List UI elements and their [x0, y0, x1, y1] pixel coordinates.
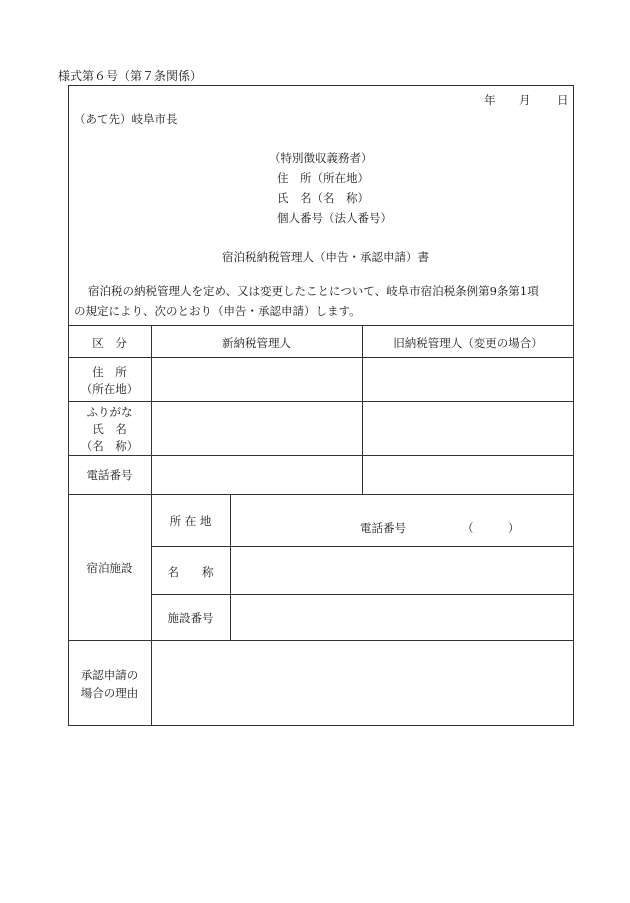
date-month: 月 — [519, 93, 531, 107]
row-label-name: 氏 名 — [92, 422, 127, 436]
header-old-manager: 旧納税管理人（変更の場合） — [393, 336, 543, 350]
header-category: 区 分 — [92, 336, 127, 350]
table-line-header — [68, 357, 574, 358]
applicant-heading: （特別徴収義務者） — [269, 151, 373, 165]
row-label-address-sub: （所在地） — [80, 382, 139, 396]
header-new-manager: 新納税管理人 — [222, 336, 291, 350]
form-number: 様式第６号（第７条関係） — [58, 69, 203, 83]
table-line-phone — [68, 494, 574, 495]
row-label-facility: 宿泊施設 — [86, 561, 133, 575]
facility-location-label: 所 在 地 — [169, 514, 212, 528]
facility-phone-paren: （ ） — [462, 521, 520, 535]
document-title: 宿泊税納税管理人（申告・承認申請）書 — [222, 250, 429, 264]
date-year: 年 — [484, 93, 496, 107]
body-text-line2: の規定により、次のとおり（申告・承認申請）します。 — [74, 304, 361, 318]
row-label-reason: 承認申請の — [80, 668, 139, 682]
table-col-line-facility — [230, 494, 231, 640]
facility-name-label: 名 称 — [167, 565, 214, 579]
table-top-line — [68, 325, 574, 326]
table-line-address — [68, 401, 574, 402]
table-line-facility-name — [151, 594, 574, 595]
facility-phone-label: 電話番号 — [360, 521, 406, 535]
row-label-furigana: ふりがな — [86, 405, 133, 419]
table-line-facility-location — [151, 546, 574, 547]
table-line-name — [68, 455, 574, 456]
date-day: 日 — [557, 93, 569, 107]
body-text-line1: 宿泊税の納税管理人を定め、又は変更したことについて、岐阜市宿泊税条例第9条第1項 — [88, 284, 539, 298]
row-label-name-sub: （名 称） — [80, 439, 139, 453]
applicant-address: 住 所（所在地） — [277, 171, 369, 185]
table-line-facility-bottom — [68, 640, 574, 641]
addressee: （あて先）岐阜市長 — [74, 112, 178, 126]
applicant-number: 個人番号（法人番号） — [277, 211, 392, 225]
row-label-phone: 電話番号 — [86, 468, 133, 482]
row-label-address: 住 所 — [92, 365, 127, 379]
facility-number-label: 施設番号 — [167, 611, 214, 625]
row-label-reason-sub: 場合の理由 — [80, 686, 139, 700]
applicant-name: 氏 名（名 称） — [277, 191, 369, 205]
